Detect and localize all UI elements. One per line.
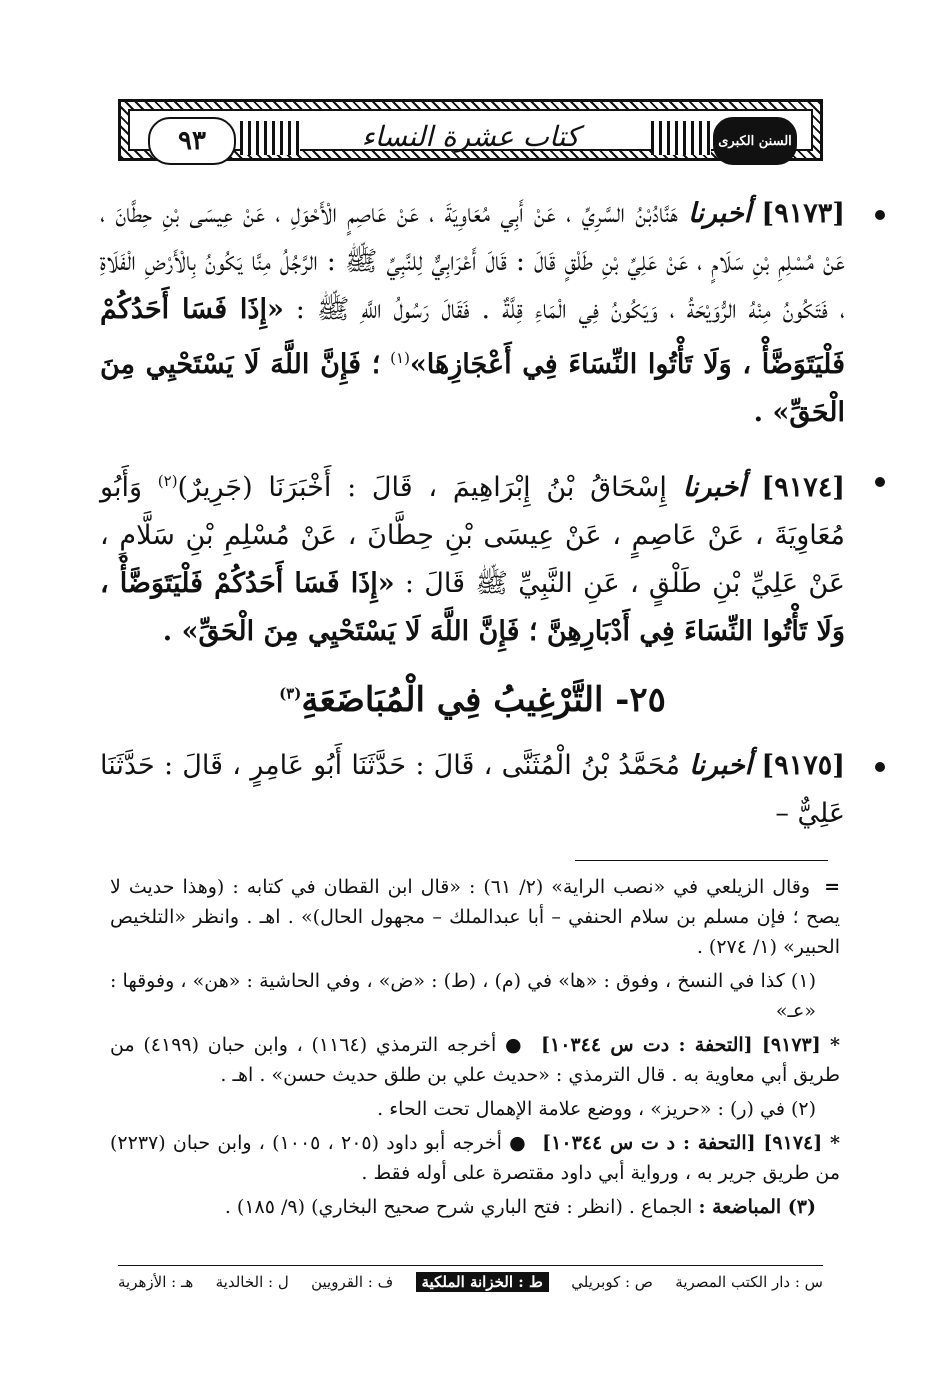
hadith-text: إِسْحَاقُ بْنُ إِبْرَاهِيمَ ، قَالَ : أَخْبَرَنَا (جَرِيرٌ) [177,472,667,503]
takhrij-label: * [٩١٧٣] [التحفة : دت س ١٠٣٤٤] [541,1034,840,1056]
hadith-saying-end: ؛ فَإِنَّ اللَّهَ لَا يَسْتَحْيِي مِنَ الْحَقِّ» . [100,349,845,428]
ornament-left [240,121,300,155]
continuation-mark: = [824,876,840,898]
footnote-ref: (١) [390,349,410,367]
hadith-saying: «إِذَا فَسَا أَحَدُكُمْ فَلْيَتَوَضَّأْ ، وَلَا تَأْتُوا النِّسَاءَ فِي أَدْبَارِهِنَّ ؛ فَإِنَّ اللَّهَ لَا يَسْتَحْيِي مِنَ الْحَقِّ» . [100,568,845,647]
page-header [118,99,823,161]
header-inner [128,109,813,156]
hadith-entry-9175 [100,742,845,838]
bullet-icon [875,477,885,487]
hadith-number: [٩١٧٥] [761,750,845,781]
chapter-title: كتاب عشرة النساء [361,120,580,153]
section-title-text: ٢٥- التَّرْغِيبُ فِي الْمُبَاضَعَةِ [301,680,666,720]
hadith-text: مُحَمَّدُ بْنُ الْمُثَنَّى ، قَالَ : حَدَّثَنَا أَبُو عَامِرٍ ، قَالَ : حَدَّثَنَا عَلِيٌّ – [100,750,845,829]
bullet-icon [875,210,885,220]
footnote-continuation: =وقال الزيلعي في «نصب الراية» (٢/ ٦١) : «قال ابن القطان في كتابه : (وهذا حديث لا يصح ؛ فإن مسلم بن سلام الحنفي – أبا عبدالملك – مجهول الحال)» . اهـ . وانظر «التلخيص الحبير» (١/ ٢٧٤) . [110,876,840,958]
hadith-entry-9174 [100,457,845,656]
legend-item: ص : كوبريلي [571,1273,653,1291]
section-heading [100,680,845,720]
page-number: ٩٣ [148,117,236,165]
footer-separator [118,1265,823,1266]
hadith-saying: «إِذَا فَسَا أَحَدُكُمْ فَلْيَتَوَضَّأْ ، وَلَا تَأْتُوا النِّسَاءَ فِي أَعْجَازِهَا» [100,294,845,380]
footnote-separator [575,860,828,861]
takhrij-label: * [٩١٧٤] [التحفة : د ت س ١٠٣٤٤] [542,1132,840,1154]
legend-item: ل : الخالدية [215,1273,289,1291]
bullet-icon [875,762,885,772]
legend-item: هـ : الأزهرية [118,1273,194,1291]
ornament-right [651,121,711,155]
footnote-3: (٣) المباضعة : الجماع . (انظر : فتح الباري شرح صحيح البخاري) (٩/ ١٨٥) . [224,1196,816,1218]
hadith-keyword: أخبرنا [682,472,746,503]
manuscript-legend [118,1268,823,1296]
hadith-number: [٩١٧٤] [761,472,845,503]
footnote-2: (٢) في (ر) : «حريز» ، ووضع علامة الإهمال تحت الحاء . [377,1098,816,1120]
footnote-ref: (٢) [157,472,178,490]
book-logo: السنن الكبرى [713,117,797,165]
hadith-number: [٩١٧٣] [761,198,845,229]
hadith-keyword: أخبرنا [689,750,753,781]
takhrij-9174: * [٩١٧٤] [التحفة : د ت س ١٠٣٤٤] ● أخرجه أبو داود (٢٠٥ ، ١٠٠٥) ، وابن حبان (٢٢٣٧) من طريق جرير به ، ورواية أبي داود مقتصرة على أوله فقط . [110,1132,840,1184]
hadith-text-cont: وَأَبُو مُعَاوِيَةَ ، عَنْ عَاصِمٍ ، عَنْ عِيسَى بْنِ حِطَّانَ ، عَنْ مُسْلِمِ بْنِ سَلَّامٍ ، عَنْ عَلِيِّ بْنِ طَلْقٍ ، عَنِ النَّبِيِّ ﷺ قَالَ : [100,472,845,599]
footnote-ref: (٣) [279,684,302,703]
footnote-1: (١) كذا في النسخ ، وفوق : «ها» في (م) ، (ط) : «ض» ، وفي الحاشية : «هن» ، وفوقها : «عـ» [110,970,816,1022]
footnotes [110,872,840,1226]
legend-item-highlight: ط : الخزانة الملكية [416,1272,549,1292]
takhrij-9173: * [٩١٧٣] [التحفة : دت س ١٠٣٤٤] ● أخرجه الترمذي (١١٦٤) ، وابن حبان (٤١٩٩) من طريق أبي معاوية به . قال الترمذي : «حديث علي بن طلق حديث حسن» . اهـ . [110,1034,840,1086]
hadith-text: هَنَّادُبْنُ السَّرِيِّ ، عَنْ أَبِي مُعَاوِيَةَ ، عَنْ عَاصِمٍ الْأَحْوَلِ ، عَنْ عِيسَى بْنِ حِطَّانَ ، عَنْ مُسْلِمِ بْنِ سَلَامٍ ، عَنْ عَلِيِّ بْنِ طَلْقٍ قَالَ : قَالَ أَعْرَابِيٌّ لِلنَّبِيِّ ﷺ : الرَّجُلُ مِنَّا يَكُونُ بِالْأَرْضِ الْفَلَاةِ ، فَتَكُونُ مِنْهُ الرُّوَيْحَةُ ، وَيَكُونُ فِي الْمَاءِ قِلَّةٌ . فَقَالَ رَسُولُ اللَّهِ ﷺ : [100,198,846,325]
hadith-keyword: أخبرنا [688,198,752,229]
hadith-entry-9173 [100,190,845,437]
main-text [100,190,845,838]
legend-item: س : دار الكتب المصرية [675,1273,823,1291]
legend-item: ف : القرويين [311,1273,394,1291]
